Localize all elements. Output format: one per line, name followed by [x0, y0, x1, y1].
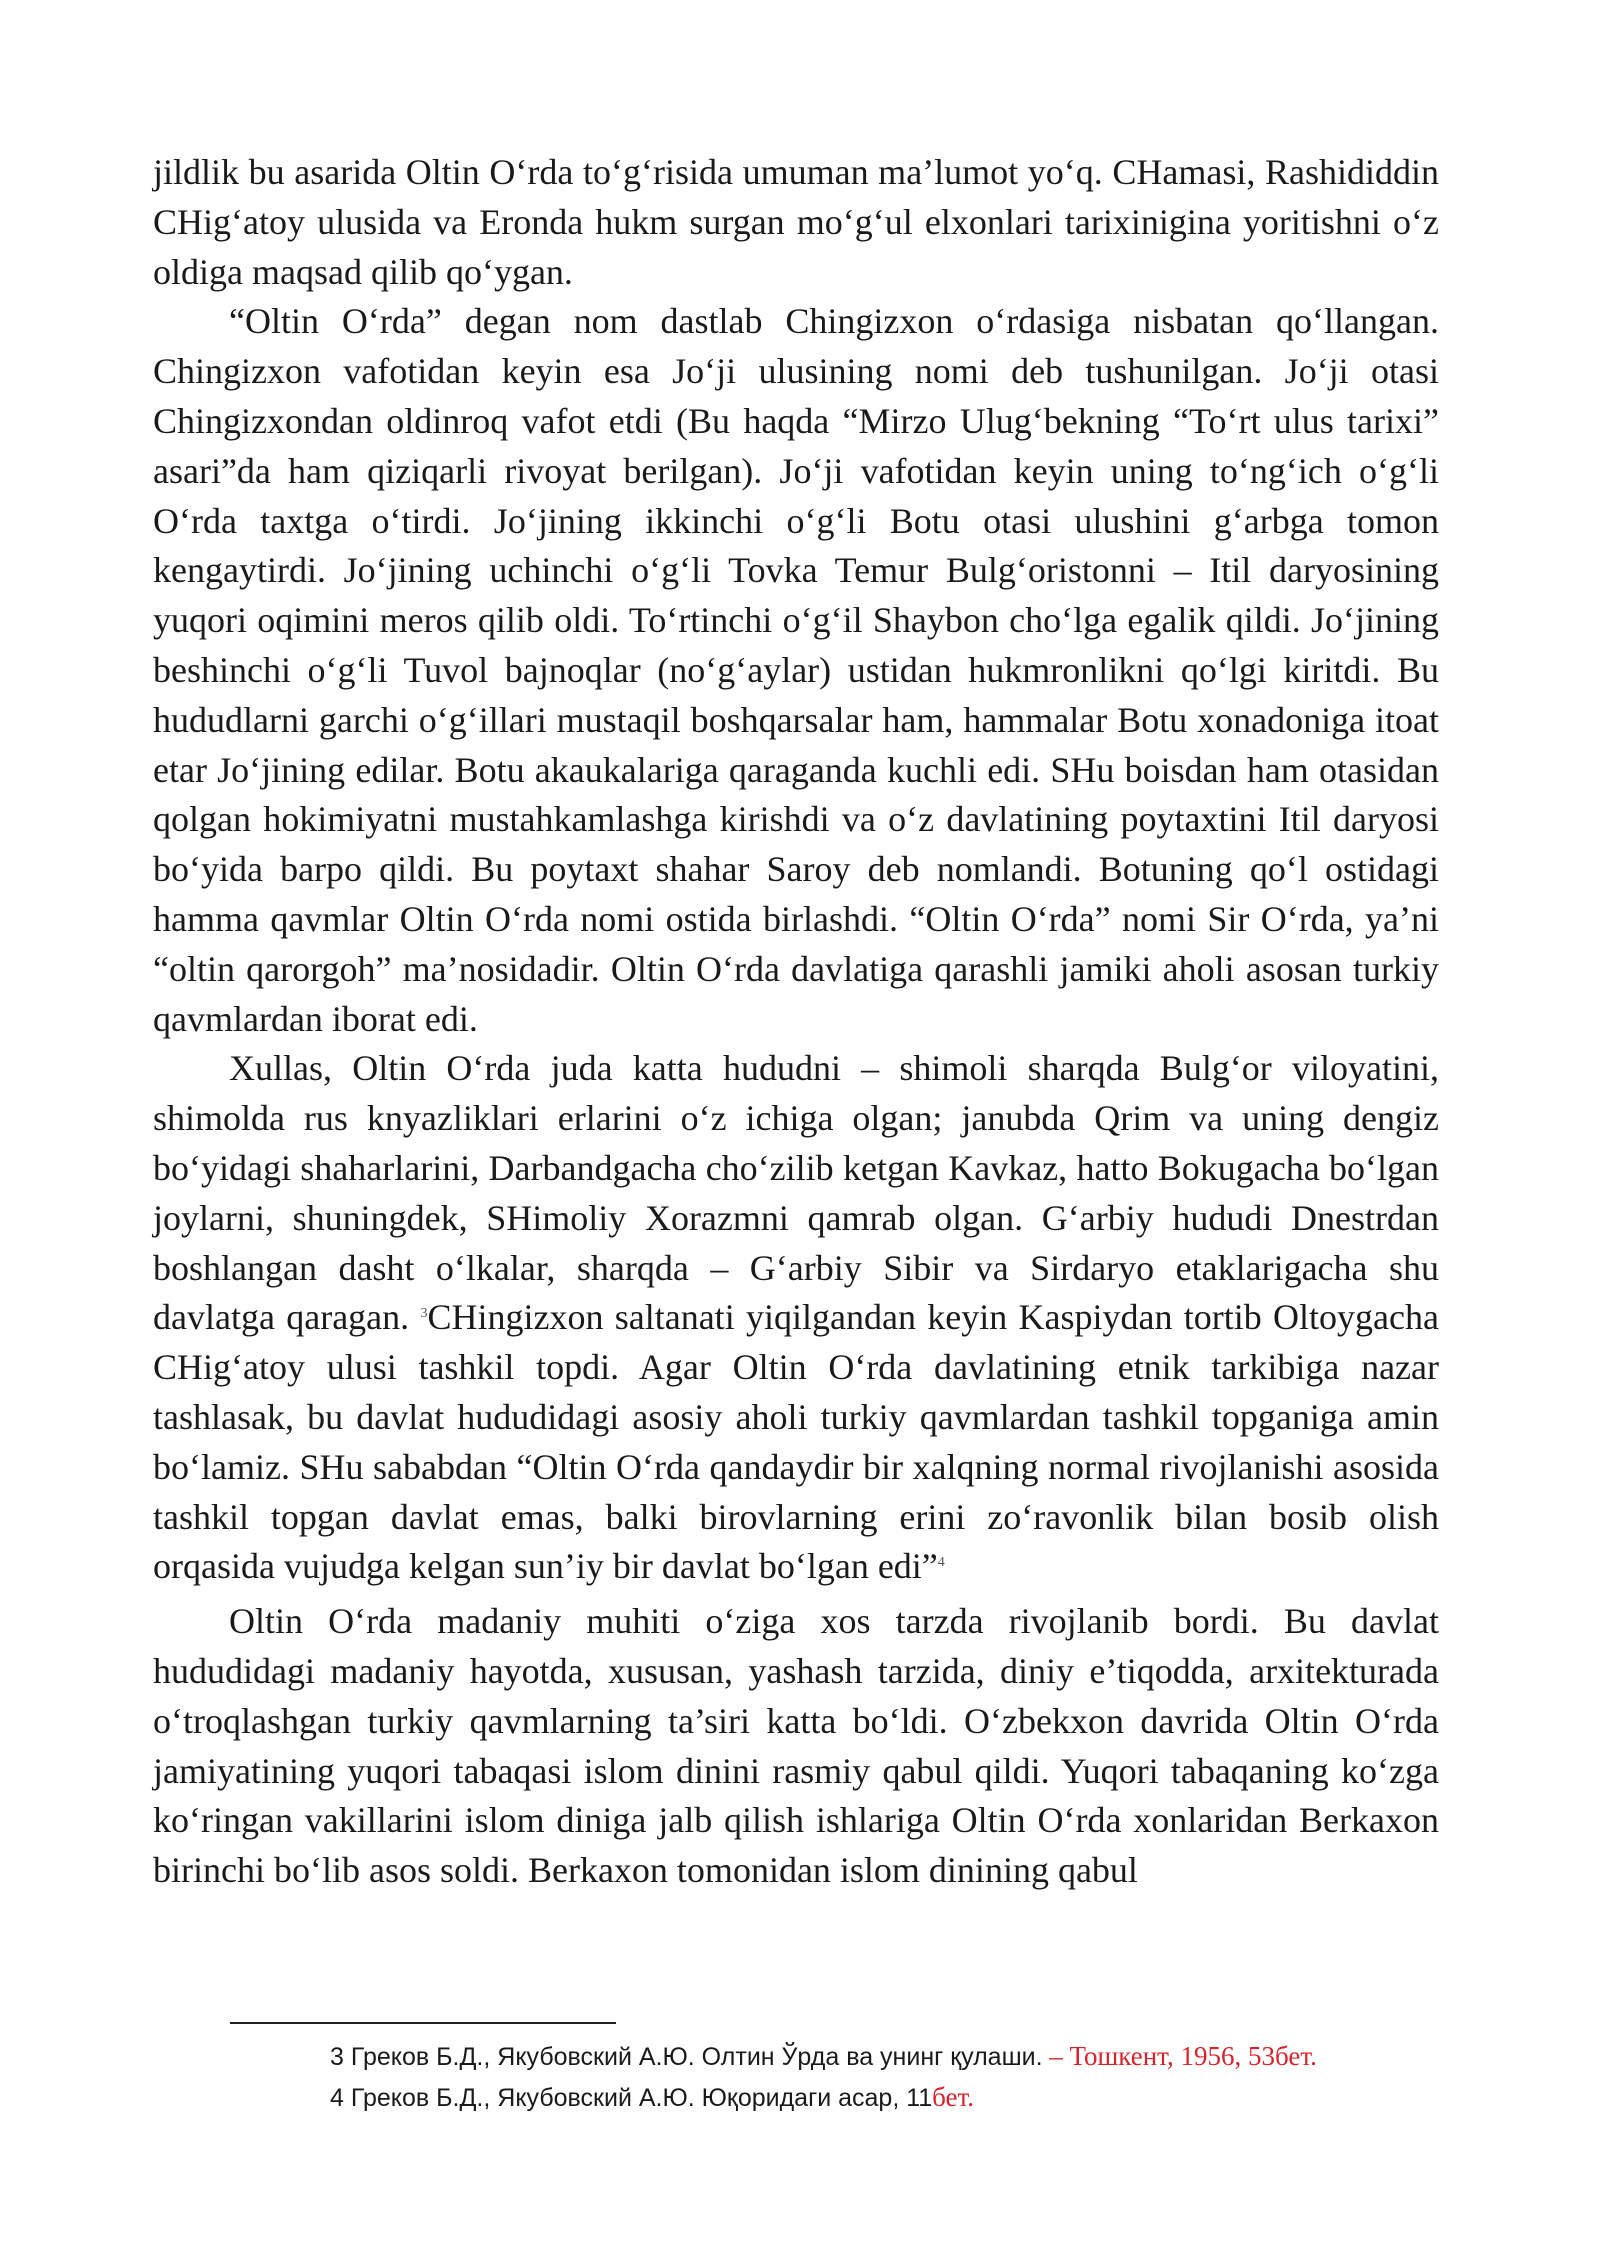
footnote-number: 3 [330, 2043, 344, 2071]
footnote-4 [330, 2077, 1450, 2118]
paragraph-2: “Oltin O‘rda” degan nom dastlab Chingizxon o‘rdasiga nisbatan qo‘llangan. Chingizxon vafotidan keyin esa Jo‘ji ulusining nomi deb tushunilgan. Jo‘ji otasi Chingizxondan oldinroq vafot etdi (Bu haqda “Mirzo Ulug‘bekning “To‘rt ulus tarixi” asari”da ham qiziqarli rivoyat berilgan). Jo‘ji vafotidan keyin uning to‘ng‘ich o‘g‘li O‘rda taxtga o‘tirdi. Jo‘jining ikkinchi o‘g‘li Botu otasi ulushini g‘arbga tomon kengaytirdi. Jo‘jining uchinchi o‘g‘li Tovka Temur Bulg‘oristonni – Itil daryosining yuqori oqimini meros qilib oldi. To‘rtinchi o‘g‘il Shaybon cho‘lga egalik qildi. Jo‘jining beshinchi o‘g‘li Tuvol bajnoqlar (no‘g‘aylar) ustidan hukmronlikni qo‘lgi kiritdi. Bu hududlarni garchi o‘g‘illari mustaqil boshqarsalar ham, hammalar Botu xonadoniga itoat etar Jo‘jining edilar. Botu akaukalariga qaraganda kuchli edi. SHu boisdan ham otasidan qolgan hokimiyatni mustahkamlashga kirishdi va o‘z davlatining poytaxtini Itil daryosi bo‘yida barpo qildi. Bu poytaxt shahar Saroy deb nomlandi. Botuning qo‘l ostidagi hamma qavmlar Oltin O‘rda nomi ostida birlashdi. “Oltin O‘rda” nomi Sir O‘rda, ya’ni “oltin qarorgoh” ma’nosidadir. Oltin O‘rda davlatiga qarashli jamiki aholi asosan turkiy qavmlardan iborat edi. [153, 301, 1439, 1039]
paragraph-1: jildlik bu asarida Oltin O‘rda to‘g‘risida umuman ma’lumot yo‘q. CHamasi, Rashididdin CHig‘atoy ulusida va Eronda hukm surgan mo‘g‘ul elxonlari tarixinigina yoritishni o‘z oldiga maqsad qilib qo‘ygan. [153, 152, 1439, 292]
paragraph-3 [153, 1044, 1439, 1592]
footnote-ref-3[interactable]: 3 [420, 1306, 428, 1322]
footnote-highlight: – Тошкент, 1956, 53бет. [1042, 2041, 1317, 2071]
footnotes [330, 2036, 1450, 2118]
footnote-number: 4 [330, 2084, 344, 2112]
footnote-text: Греков Б.Д., Якубовский А.Ю. Олтин Ўрда ва унинг қулаши. [350, 2043, 1043, 2071]
paragraph-4: Oltin O‘rda madaniy muhiti o‘ziga xos tarzda rivojlanib bordi. Bu davlat hududidagi madaniy hayotda, xususan, yashash tarzida, diniy e’tiqodda, arxitekturada o‘troqlashgan turkiy qavmlarning ta’siri katta bo‘ldi. O‘zbekxon davrida Oltin O‘rda jamiyatining yuqori tabaqasi islom dinini rasmiy qabul qildi. Yuqori tabaqaning ko‘zga ko‘ringan vakillarini islom diniga jalb qilish ishlariga Oltin O‘rda xonlaridan Berkaxon birinchi bo‘lib asos soldi. Berkaxon tomonidan islom dinining qabul [153, 1601, 1439, 1891]
footnote-highlight: бет. [932, 2082, 975, 2112]
paragraph-3-text-middle: CHingizxon saltanati yiqilgandan keyin Kaspiydan tortib Oltoygacha CHig‘atoy ulusi tashkil topdi. Agar Oltin O‘rda davlatining etnik tarkibiga nazar tashlasak, bu davlat hududidagi asosiy aholi turkiy qavmlardan tashkil topganiga amin bo‘lamiz. SHu sababdan “Oltin O‘rda qandaydir bir xalqning normal rivojlanishi asosida tashkil topgan davlat emas, balki birovlarning erini zo‘ravonlik bilan bosib olish orqasida vujudga kelgan sun’iy bir davlat bo‘lgan edi” [153, 1297, 1439, 1587]
footnote-separator [230, 2022, 616, 2024]
document-body [153, 148, 1439, 1896]
footnote-text: Греков Б.Д., Якубовский А.Ю. Юқоридаги асар, 11 [350, 2084, 933, 2112]
footnote-3 [330, 2036, 1450, 2077]
paragraph-3-text-before: Xullas, Oltin O‘rda juda katta hududni – shimoli sharqda Bulg‘or viloyatini, shimolda rus knyazliklari erlarini o‘z ichiga olgan; janubda Qrim va uning dengiz bo‘yidagi shaharlarini, Darbandgacha cho‘zilib ketgan Kavkaz, hatto Bokugacha bo‘lgan joylarni, shuningdek, SHimoliy Xorazmni qamrab olgan. G‘arbiy hududi Dnestrdan boshlangan dasht o‘lkalar, sharqda – G‘arbiy Sibir va Sirdaryo etaklarigacha shu davlatga qaragan. [153, 1048, 1439, 1338]
footnote-ref-4[interactable]: 4 [937, 1555, 945, 1571]
